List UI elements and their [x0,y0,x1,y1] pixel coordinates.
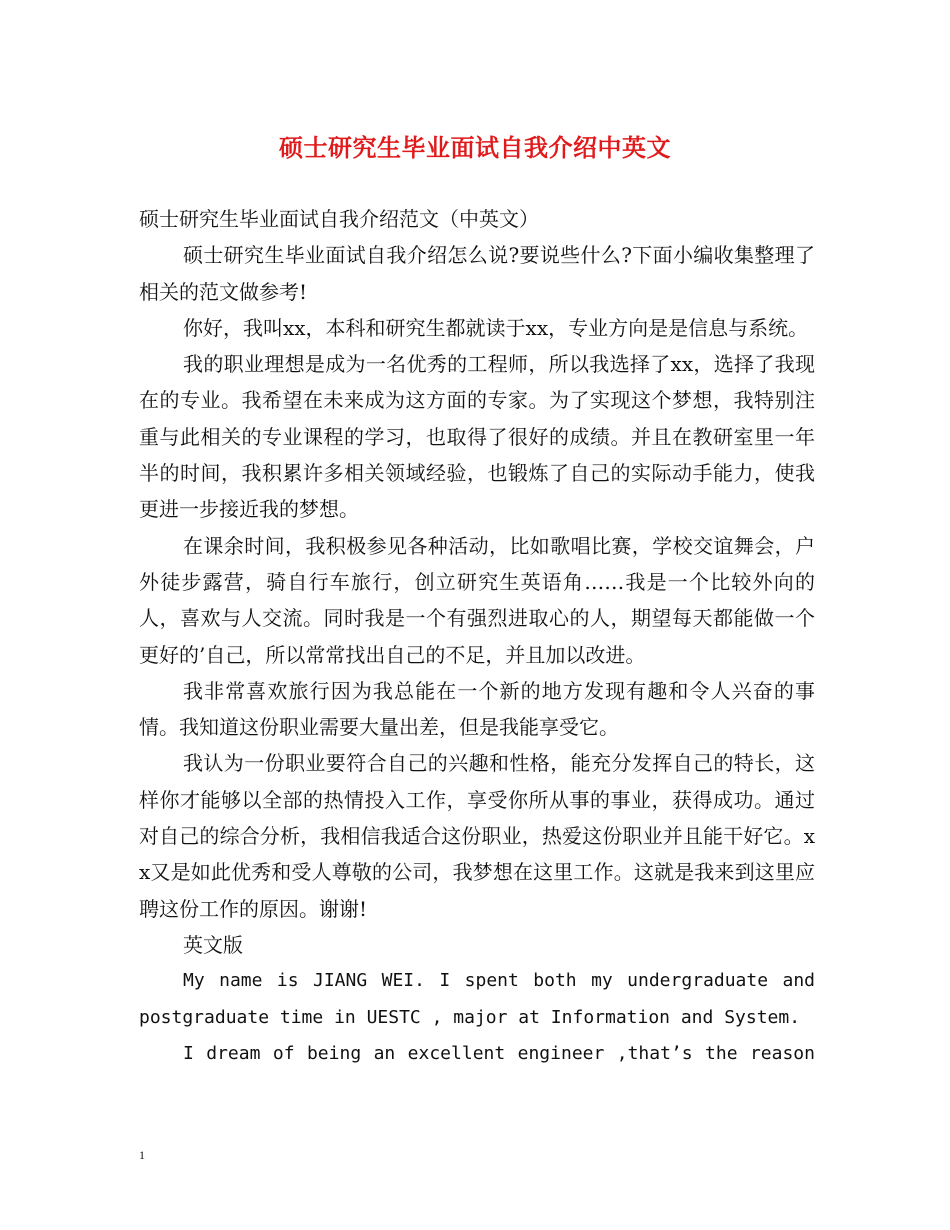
document-body [139,201,815,1072]
english-paragraph: My name is JIANG WEI. I spent both my undergraduate and postgraduate time in UESTC , major at Information and System. [139,970,815,1028]
page-number: 1 [139,1148,145,1162]
english-version-heading: 英文版 [183,932,243,957]
intro-paragraph: 硕士研究生毕业面试自我介绍怎么说?要说些什么?下面小编收集整理了相关的范文做参考! [139,243,815,304]
subtitle-paragraph: 硕士研究生毕业面试自我介绍范文（中英文） [139,207,539,231]
english-paragraph: I dream of being an excellent engineer ,that’s the reason [183,1042,815,1064]
career-goal-paragraph: 我的职业理想是成为一名优秀的工程师，所以我选择了xx，选择了我现在的专业。我希望在未来成为这方面的专家。为了实现这个梦想，我特别注重与此相关的专业课程的学习，也取得了很好的成绩。并且在教研室里一年半的时间，我积累许多相关领域经验，也锻炼了自己的实际动手能力，使我更进一步接近我的梦想。 [139,352,815,522]
travel-paragraph: 我非常喜欢旅行因为我总能在一个新的地方发现有趣和令人兴奋的事情。我知道这份职业需要大量出差，但是我能享受它。 [139,678,815,740]
conclusion-paragraph: 我认为一份职业要符合自己的兴趣和性格，能充分发挥自己的特长，这样你才能够以全部的热情投入工作，享受你所从事的事业，获得成功。通过对自己的综合分析，我相信我适合这份职业，热爱这份职业并且能干好它。xx又是如此优秀和受人尊敬的公司，我梦想在这里工作。这就是我来到这里应聘这份工作的原因。谢谢! [139,751,815,921]
activities-paragraph: 在课余时间，我积极参见各种活动，比如歌唱比赛，学校交谊舞会，户外徒步露营，骑自行车旅行，创立研究生英语角……我是一个比较外向的人，喜欢与人交流。同时我是一个有强烈进取心的人，期望每天都能做一个更好的’自己，所以常常找出自己的不足，并且加以改进。 [139,533,815,667]
document-title: 硕士研究生毕业面试自我介绍中英文 [279,133,671,162]
greeting-paragraph: 你好，我叫xx，本科和研究生都就读于xx，专业方向是是信息与系统。 [183,315,809,340]
